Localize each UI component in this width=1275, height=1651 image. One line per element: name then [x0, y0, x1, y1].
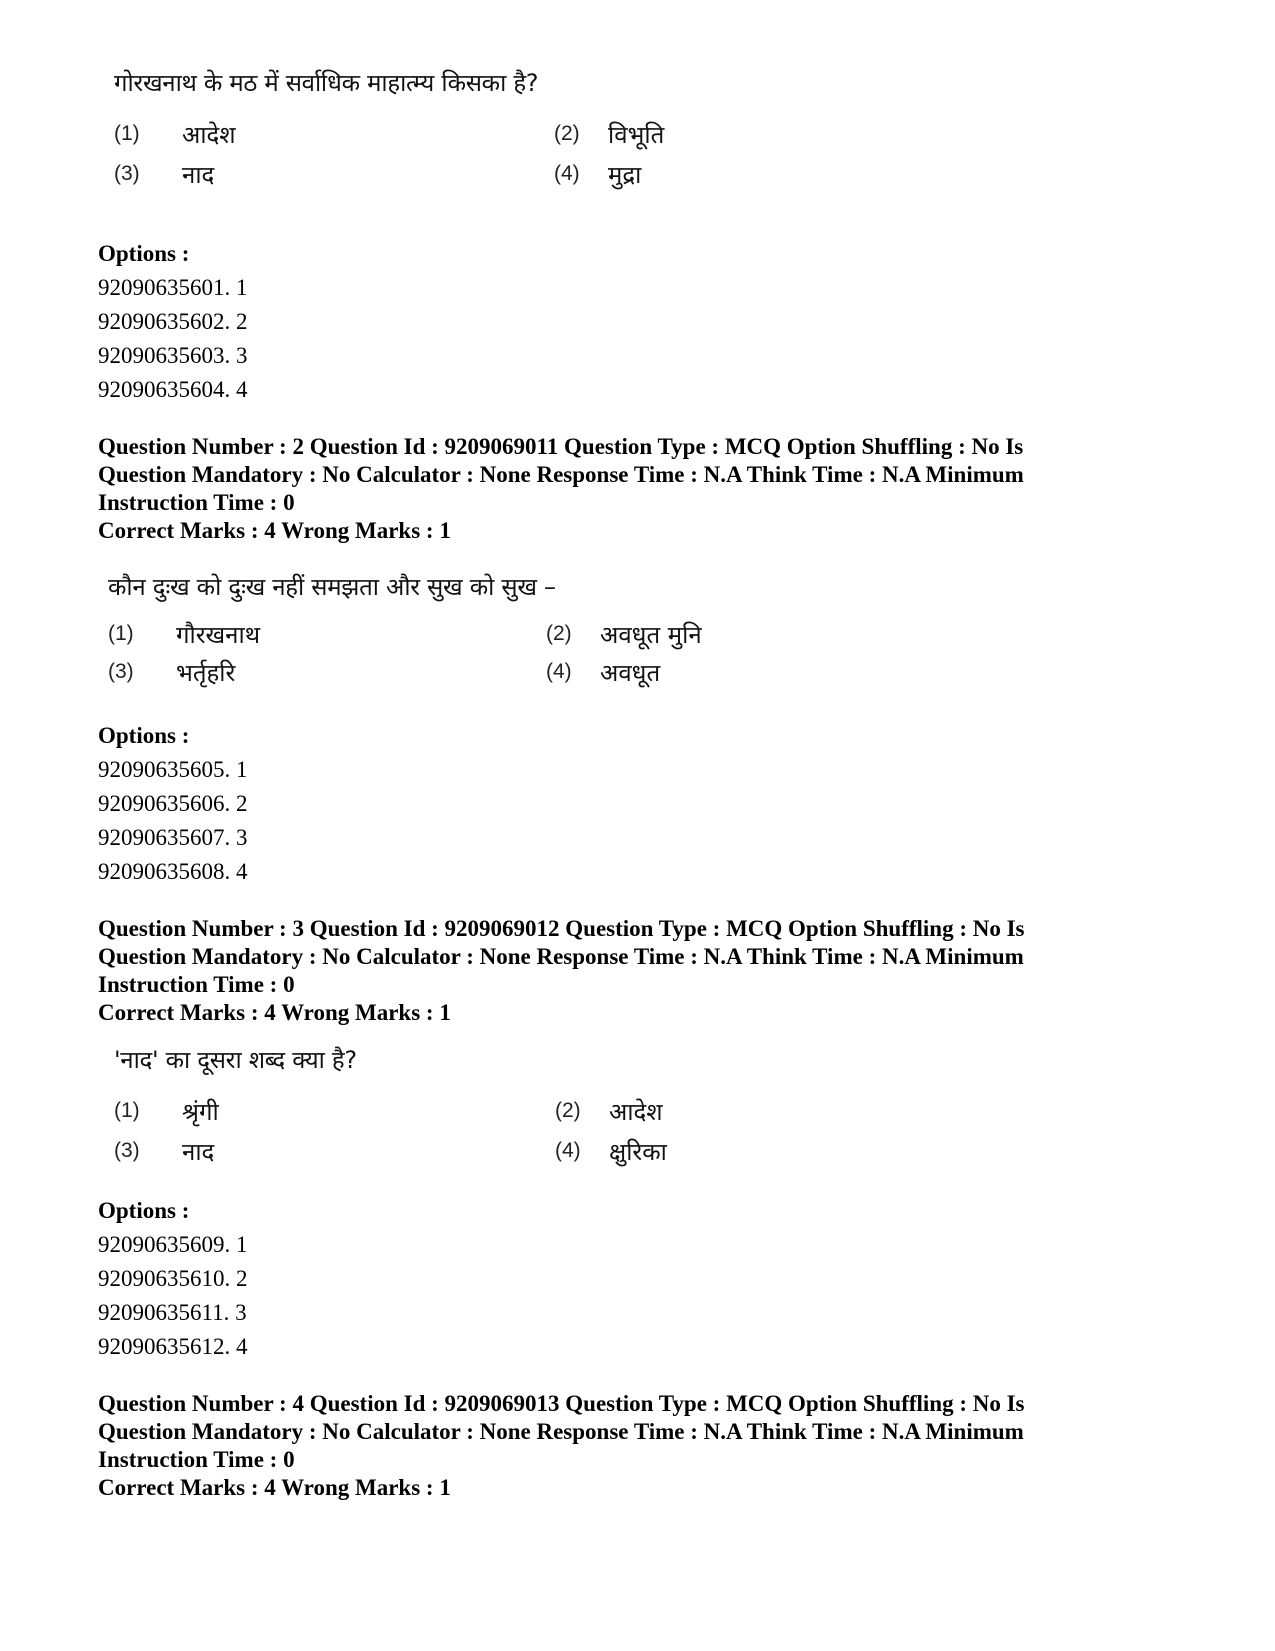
question-1-text: गोरखनाथ के मठ में सर्वाधिक माहात्म्य किसका है? [114, 69, 539, 97]
question-2-header [98, 433, 1098, 517]
option-item: 92090635601. 1 [98, 275, 248, 300]
choice-text: भर्तृहरि [176, 659, 236, 687]
choice-number: (1) [114, 122, 140, 145]
option-item: 92090635610. 2 [98, 1266, 248, 1291]
question-3-text: 'नाद' का दूसरा शब्द क्या है? [114, 1046, 357, 1074]
question-2-image [108, 570, 808, 700]
option-item: 92090635602. 2 [98, 309, 248, 334]
question-3-options [98, 1194, 248, 1364]
question-2-text: कौन दुःख को दुःख नहीं समझता और सुख को सुख – [108, 573, 556, 601]
header-line: Instruction Time : 0 [98, 1447, 295, 1472]
header-line: Question Mandatory : No Calculator : None Response Time : N.A Think Time : N.A Minimum [98, 1419, 1024, 1444]
choice-number: (1) [114, 1099, 140, 1122]
choice-number: (4) [555, 1139, 581, 1162]
header-line: Instruction Time : 0 [98, 490, 295, 515]
question-4-marks: Correct Marks : 4 Wrong Marks : 1 [98, 1475, 451, 1500]
option-item: 92090635607. 3 [98, 825, 248, 850]
choice-number: (3) [108, 660, 134, 683]
header-line: Question Number : 4 Question Id : 9209069013 Question Type : MCQ Option Shuffling : No Is [98, 1391, 1025, 1416]
choice-text: अवधूत मुनि [600, 621, 702, 649]
choice-text: गौरखनाथ [176, 621, 261, 649]
header-line: Question Number : 2 Question Id : 9209069011 Question Type : MCQ Option Shuffling : No Is [98, 434, 1024, 459]
question-3-marks: Correct Marks : 4 Wrong Marks : 1 [98, 1000, 451, 1025]
choice-number: (3) [114, 162, 140, 185]
question-4-header [98, 1390, 1098, 1474]
option-item: 92090635605. 1 [98, 757, 248, 782]
question-2-marks: Correct Marks : 4 Wrong Marks : 1 [98, 518, 451, 543]
choice-number: (2) [554, 122, 580, 145]
choice-number: (4) [546, 660, 572, 683]
options-label: Options : [98, 723, 190, 748]
option-item: 92090635604. 4 [98, 377, 248, 402]
header-line: Question Mandatory : No Calculator : None Response Time : N.A Think Time : N.A Minimum [98, 462, 1024, 487]
option-item: 92090635608. 4 [98, 859, 248, 884]
choice-text: विभूति [608, 121, 665, 149]
options-label: Options : [98, 241, 190, 266]
question-1-options [98, 237, 248, 407]
header-line: Question Mandatory : No Calculator : None Response Time : N.A Think Time : N.A Minimum [98, 944, 1024, 969]
options-label: Options : [98, 1198, 190, 1223]
choice-number: (2) [546, 622, 572, 645]
choice-number: (4) [554, 162, 580, 185]
choice-text: मुद्रा [608, 161, 642, 189]
choice-number: (2) [555, 1099, 581, 1122]
question-3-image [114, 1043, 814, 1173]
header-line: Question Number : 3 Question Id : 9209069012 Question Type : MCQ Option Shuffling : No Is [98, 916, 1025, 941]
choice-number: (1) [108, 622, 134, 645]
choice-text: श्रृंगी [182, 1098, 219, 1126]
question-1-image [114, 66, 814, 196]
question-2-options [98, 719, 248, 889]
choice-text: आदेश [182, 121, 236, 149]
choice-text: नाद [182, 161, 215, 189]
question-3-header [98, 915, 1098, 999]
choice-text: क्षुरिका [609, 1138, 667, 1166]
option-item: 92090635603. 3 [98, 343, 248, 368]
header-line: Instruction Time : 0 [98, 972, 295, 997]
choice-number: (3) [114, 1139, 140, 1162]
choice-text: नाद [182, 1138, 215, 1166]
option-item: 92090635612. 4 [98, 1334, 248, 1359]
option-item: 92090635606. 2 [98, 791, 248, 816]
option-item: 92090635609. 1 [98, 1232, 248, 1257]
option-item: 92090635611. 3 [98, 1300, 247, 1325]
choice-text: अवधूत [600, 659, 661, 687]
choice-text: आदेश [609, 1098, 663, 1126]
